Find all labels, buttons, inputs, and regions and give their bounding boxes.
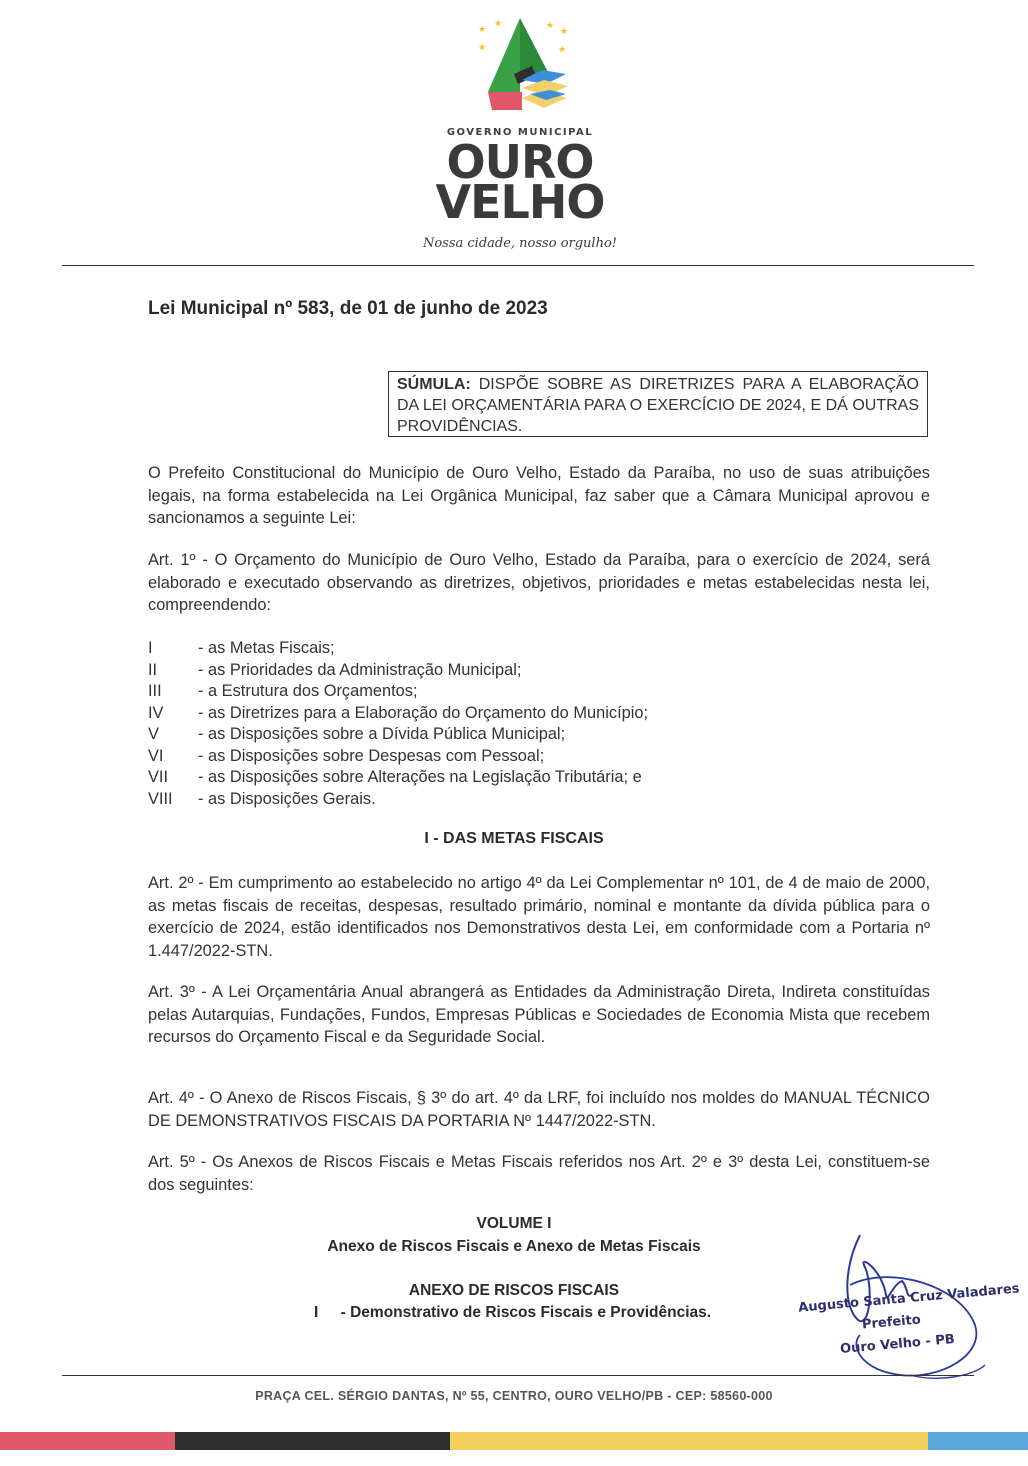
item-text: - as Disposições sobre Alterações na Legislação Tributária; e — [198, 768, 642, 786]
item-text: - as Disposições sobre a Dívida Pública Municipal; — [198, 725, 566, 743]
svg-text:★: ★ — [546, 20, 555, 30]
color-bar-yellow — [450, 1432, 928, 1450]
item-numeral: II — [148, 660, 158, 679]
item-numeral: III — [148, 682, 162, 700]
svg-text:★: ★ — [558, 44, 567, 54]
brand-tagline: GOVERNO MUNICIPAL — [446, 127, 594, 138]
svg-text:★: ★ — [478, 24, 487, 34]
item-numeral: V — [148, 725, 159, 743]
item-text: - as Disposições sobre Despesas com Pessoal; — [198, 746, 545, 765]
item-numeral: I — [148, 639, 153, 657]
list-item — [148, 660, 930, 682]
item-numeral: IV — [148, 703, 164, 722]
list-item — [148, 638, 930, 660]
signature-role: Prefeito — [861, 1312, 922, 1333]
volume-subtitle: Anexo de Riscos Fiscais e Anexo de Metas Fiscais — [327, 1238, 701, 1255]
section-heading: I - DAS METAS FISCAIS — [424, 830, 604, 847]
item-numeral: VI — [148, 746, 164, 765]
sumula-label: SÚMULA: — [397, 376, 471, 393]
list-item — [148, 703, 930, 725]
svg-text:★: ★ — [560, 26, 569, 36]
annex-item — [314, 1304, 711, 1322]
list-item — [148, 724, 930, 746]
color-bar-blue — [928, 1432, 1028, 1450]
intro-paragraph: O Prefeito Constitucional do Município de Ouro Velho, Estado da Paraíba, no uso de suas atribuições legais, na forma estabelecida na Lei Orgânica Municipal, faz saber que a Câmara Municipal aprovou e sancionamos a seguinte Lei: — [148, 464, 930, 527]
law-title: Lei Municipal nº 583, de 01 de junho de 2023 — [148, 298, 548, 319]
list-item — [148, 767, 930, 789]
item-numeral: VIII — [148, 789, 173, 808]
brand-slogan: Nossa cidade, nosso orgulho! — [422, 236, 618, 251]
article-3: Art. 3º - A Lei Orçamentária Anual abrangerá as Entidades da Administração Direta, Indireta constituídas pelas Autarquias, Fundações, Fundos, Empresas Públicas e Sociedades de Economia Mista que recebem recursos do Orçamento Fiscal e da Seguridade Social. — [148, 983, 930, 1046]
sumula-box — [388, 371, 928, 437]
article-4: Art. 4º - O Anexo de Riscos Fiscais, § 3º do art. 4º da LRF, foi incluído nos moldes do MANUAL TÉCNICO DE DEMONSTRATIVOS FISCAIS DA PORTARIA Nº 1447/2022-STN. — [148, 1089, 930, 1130]
item-text: - as Diretrizes para a Elaboração do Orçamento do Município; — [198, 703, 649, 722]
item-text: - as Metas Fiscais; — [198, 639, 335, 657]
svg-text:★: ★ — [478, 42, 487, 52]
logo-emblem-icon — [470, 14, 570, 114]
brand-name-line2: VELHO — [435, 175, 605, 229]
item-numeral: VII — [148, 768, 169, 786]
article-1-items — [148, 638, 930, 810]
annex-item-text: - Demonstrativo de Riscos Fiscais e Providências. — [340, 1304, 712, 1321]
item-text: - as Disposições Gerais. — [198, 789, 376, 808]
list-item — [148, 746, 930, 768]
annex-title: ANEXO DE RISCOS FISCAIS — [408, 1282, 620, 1299]
municipal-logo — [420, 14, 620, 254]
footer-color-bar — [0, 1432, 1028, 1450]
footer-divider — [62, 1375, 974, 1376]
svg-text:★: ★ — [494, 18, 503, 28]
item-text: - as Prioridades da Administração Municipal; — [198, 660, 522, 679]
article-1: Art. 1º - O Orçamento do Município de Ouro Velho, Estado da Paraíba, para o exercício de 2024, será elaborado e executado observando as diretrizes, objetivos, prioridades e metas estabelecidas nesta lei, compreendendo: — [148, 551, 930, 614]
signature-city: Ouro Velho - PB — [839, 1332, 956, 1357]
header-divider — [62, 265, 974, 266]
item-text: - a Estrutura dos Orçamentos; — [198, 682, 418, 700]
footer-address: PRAÇA CEL. SÉRGIO DANTAS, Nº 55, CENTRO, OURO VELHO/PB - CEP: 58560-000 — [255, 1389, 773, 1403]
volume-title: VOLUME I — [476, 1215, 552, 1232]
mayor-signature — [790, 1225, 1021, 1385]
brand-name-line1: OURO — [446, 135, 594, 189]
list-item — [148, 789, 930, 811]
annex-item-numeral: I — [314, 1304, 319, 1321]
color-bar-red — [0, 1432, 175, 1450]
signature-name: Augusto Santa Cruz Valadares — [797, 1281, 1021, 1316]
article-2: Art. 2º - Em cumprimento ao estabelecido no artigo 4º da Lei Complementar nº 101, de 4 de maio de 2000, as metas fiscais de receitas, despesas, resultado primário, nominal e montante da dívida pública para o exercício de 2024, estão identificados nos Demonstrativos desta Lei, em conformidade com a Portaria nº 1.447/2022-STN. — [148, 874, 930, 960]
article-5: Art. 5º - Os Anexos de Riscos Fiscais e Metas Fiscais referidos nos Art. 2º e 3º desta Lei, constituem-se dos seguintes: — [148, 1153, 930, 1194]
list-item — [148, 681, 930, 703]
color-bar-dark — [175, 1432, 450, 1450]
sumula-text: DISPÕE SOBRE AS DIRETRIZES PARA A ELABORAÇÃO DA LEI ORÇAMENTÁRIA PARA O EXERCÍCIO DE 2024, E DÁ OUTRAS PROVIDÊNCIAS. — [397, 376, 919, 435]
